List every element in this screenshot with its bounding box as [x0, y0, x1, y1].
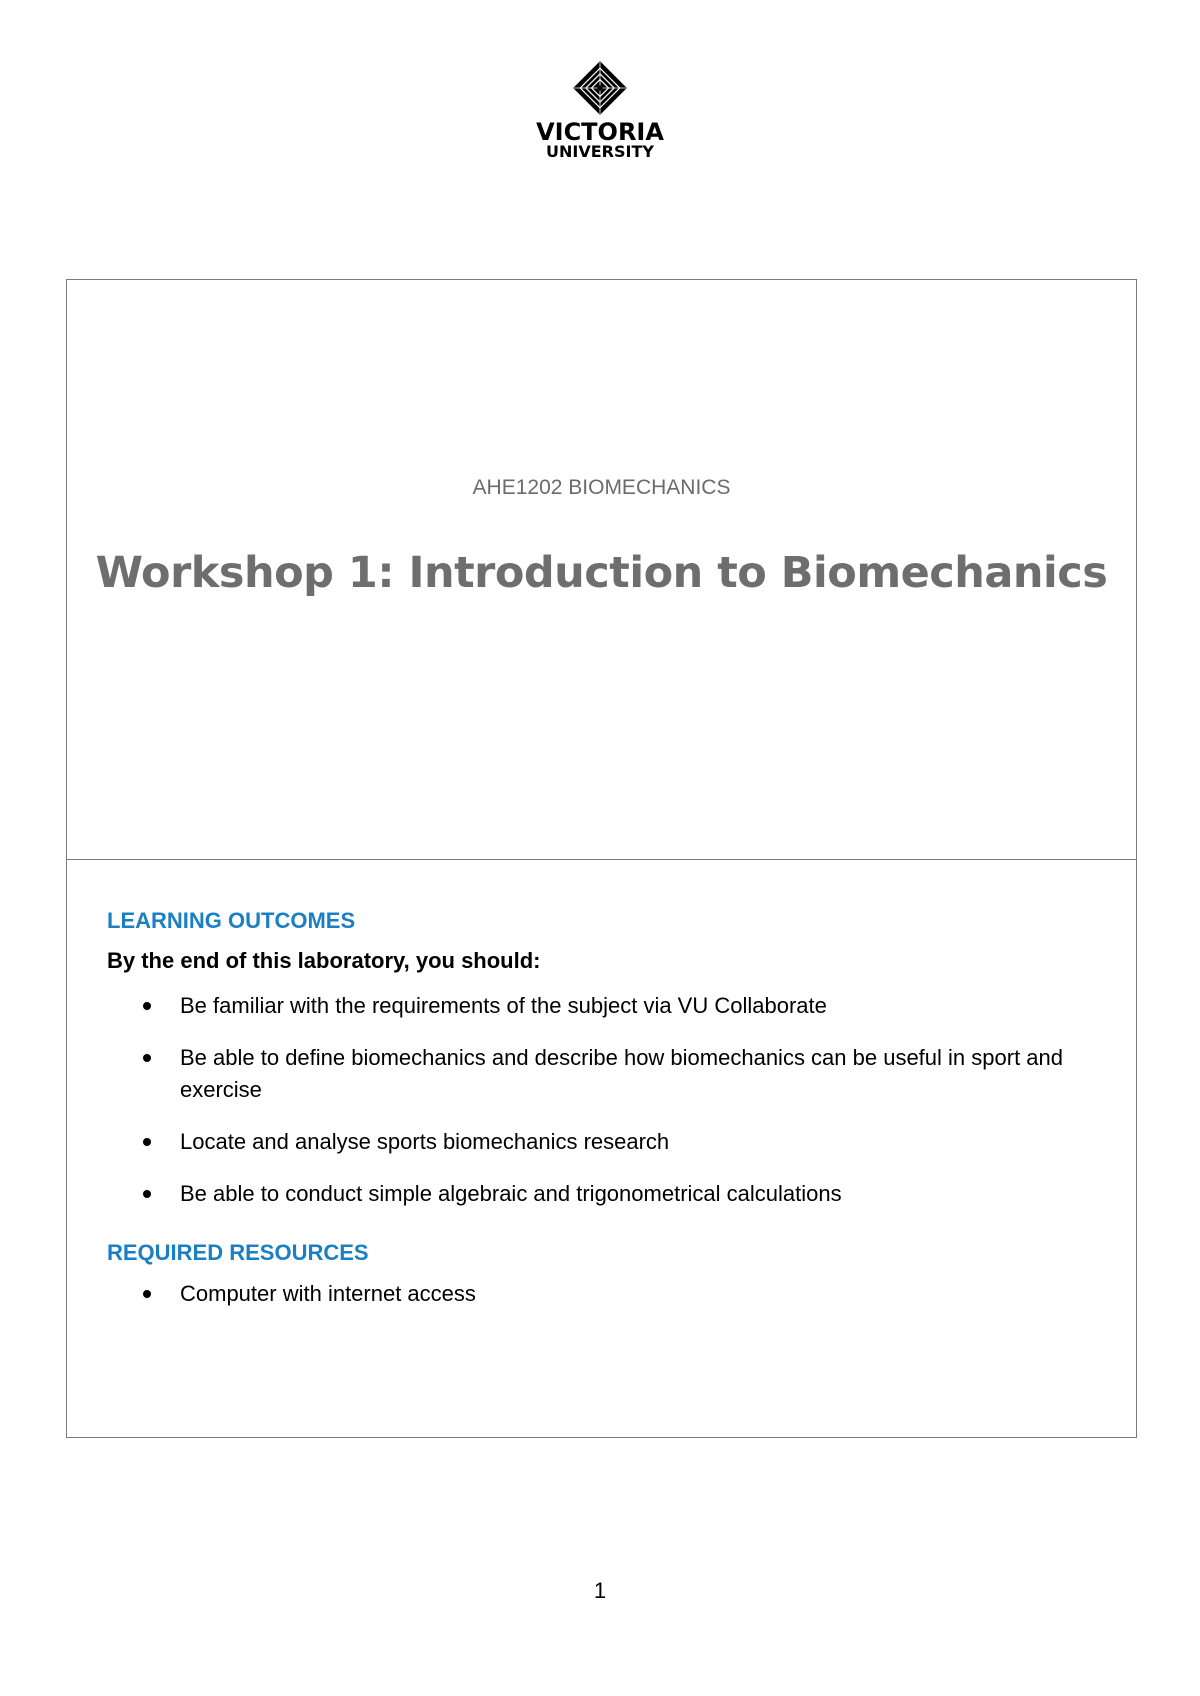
bullet-icon [143, 1002, 151, 1010]
list-item [107, 1278, 1108, 1310]
vu-diamond-logo-icon [572, 60, 628, 116]
learning-outcomes-intro: By the end of this laboratory, you should: [107, 948, 541, 973]
bullet-icon [143, 1190, 151, 1198]
content-section [107, 906, 1108, 1310]
required-resources-list [107, 1278, 1108, 1310]
cover-frame [66, 279, 1137, 1438]
list-item-text: Be familiar with the requirements of the subject via VU Collaborate [180, 993, 827, 1018]
list-item-text: Be able to define biomechanics and describe how biomechanics can be useful in sport and exercise [180, 1045, 1063, 1102]
bullet-icon [143, 1138, 151, 1146]
list-item [107, 1042, 1108, 1106]
list-item-text: Locate and analyse sports biomechanics research [180, 1129, 670, 1154]
list-item-text: Be able to conduct simple algebraic and trigonometrical calculations [180, 1181, 842, 1206]
subject-code: AHE1202 BIOMECHANICS [472, 476, 731, 499]
frame-divider [67, 859, 1136, 860]
learning-outcomes-heading: LEARNING OUTCOMES [107, 908, 356, 933]
page-title: Workshop 1: Introduction to Biomechanics [95, 548, 1108, 598]
list-item [107, 990, 1108, 1022]
list-item [107, 1178, 1108, 1210]
logo-wordmark-university: UNIVERSITY [546, 142, 654, 161]
required-resources-heading: REQUIRED RESOURCES [107, 1240, 369, 1265]
learning-outcomes-list [107, 990, 1108, 1210]
bullet-icon [143, 1054, 151, 1062]
bullet-icon [143, 1290, 151, 1298]
logo-wordmark-victoria: VICTORIA [536, 118, 664, 146]
list-item [107, 1126, 1108, 1158]
page-number: 1 [593, 1578, 607, 1603]
list-item-text: Computer with internet access [180, 1281, 476, 1306]
university-logo [530, 60, 670, 160]
